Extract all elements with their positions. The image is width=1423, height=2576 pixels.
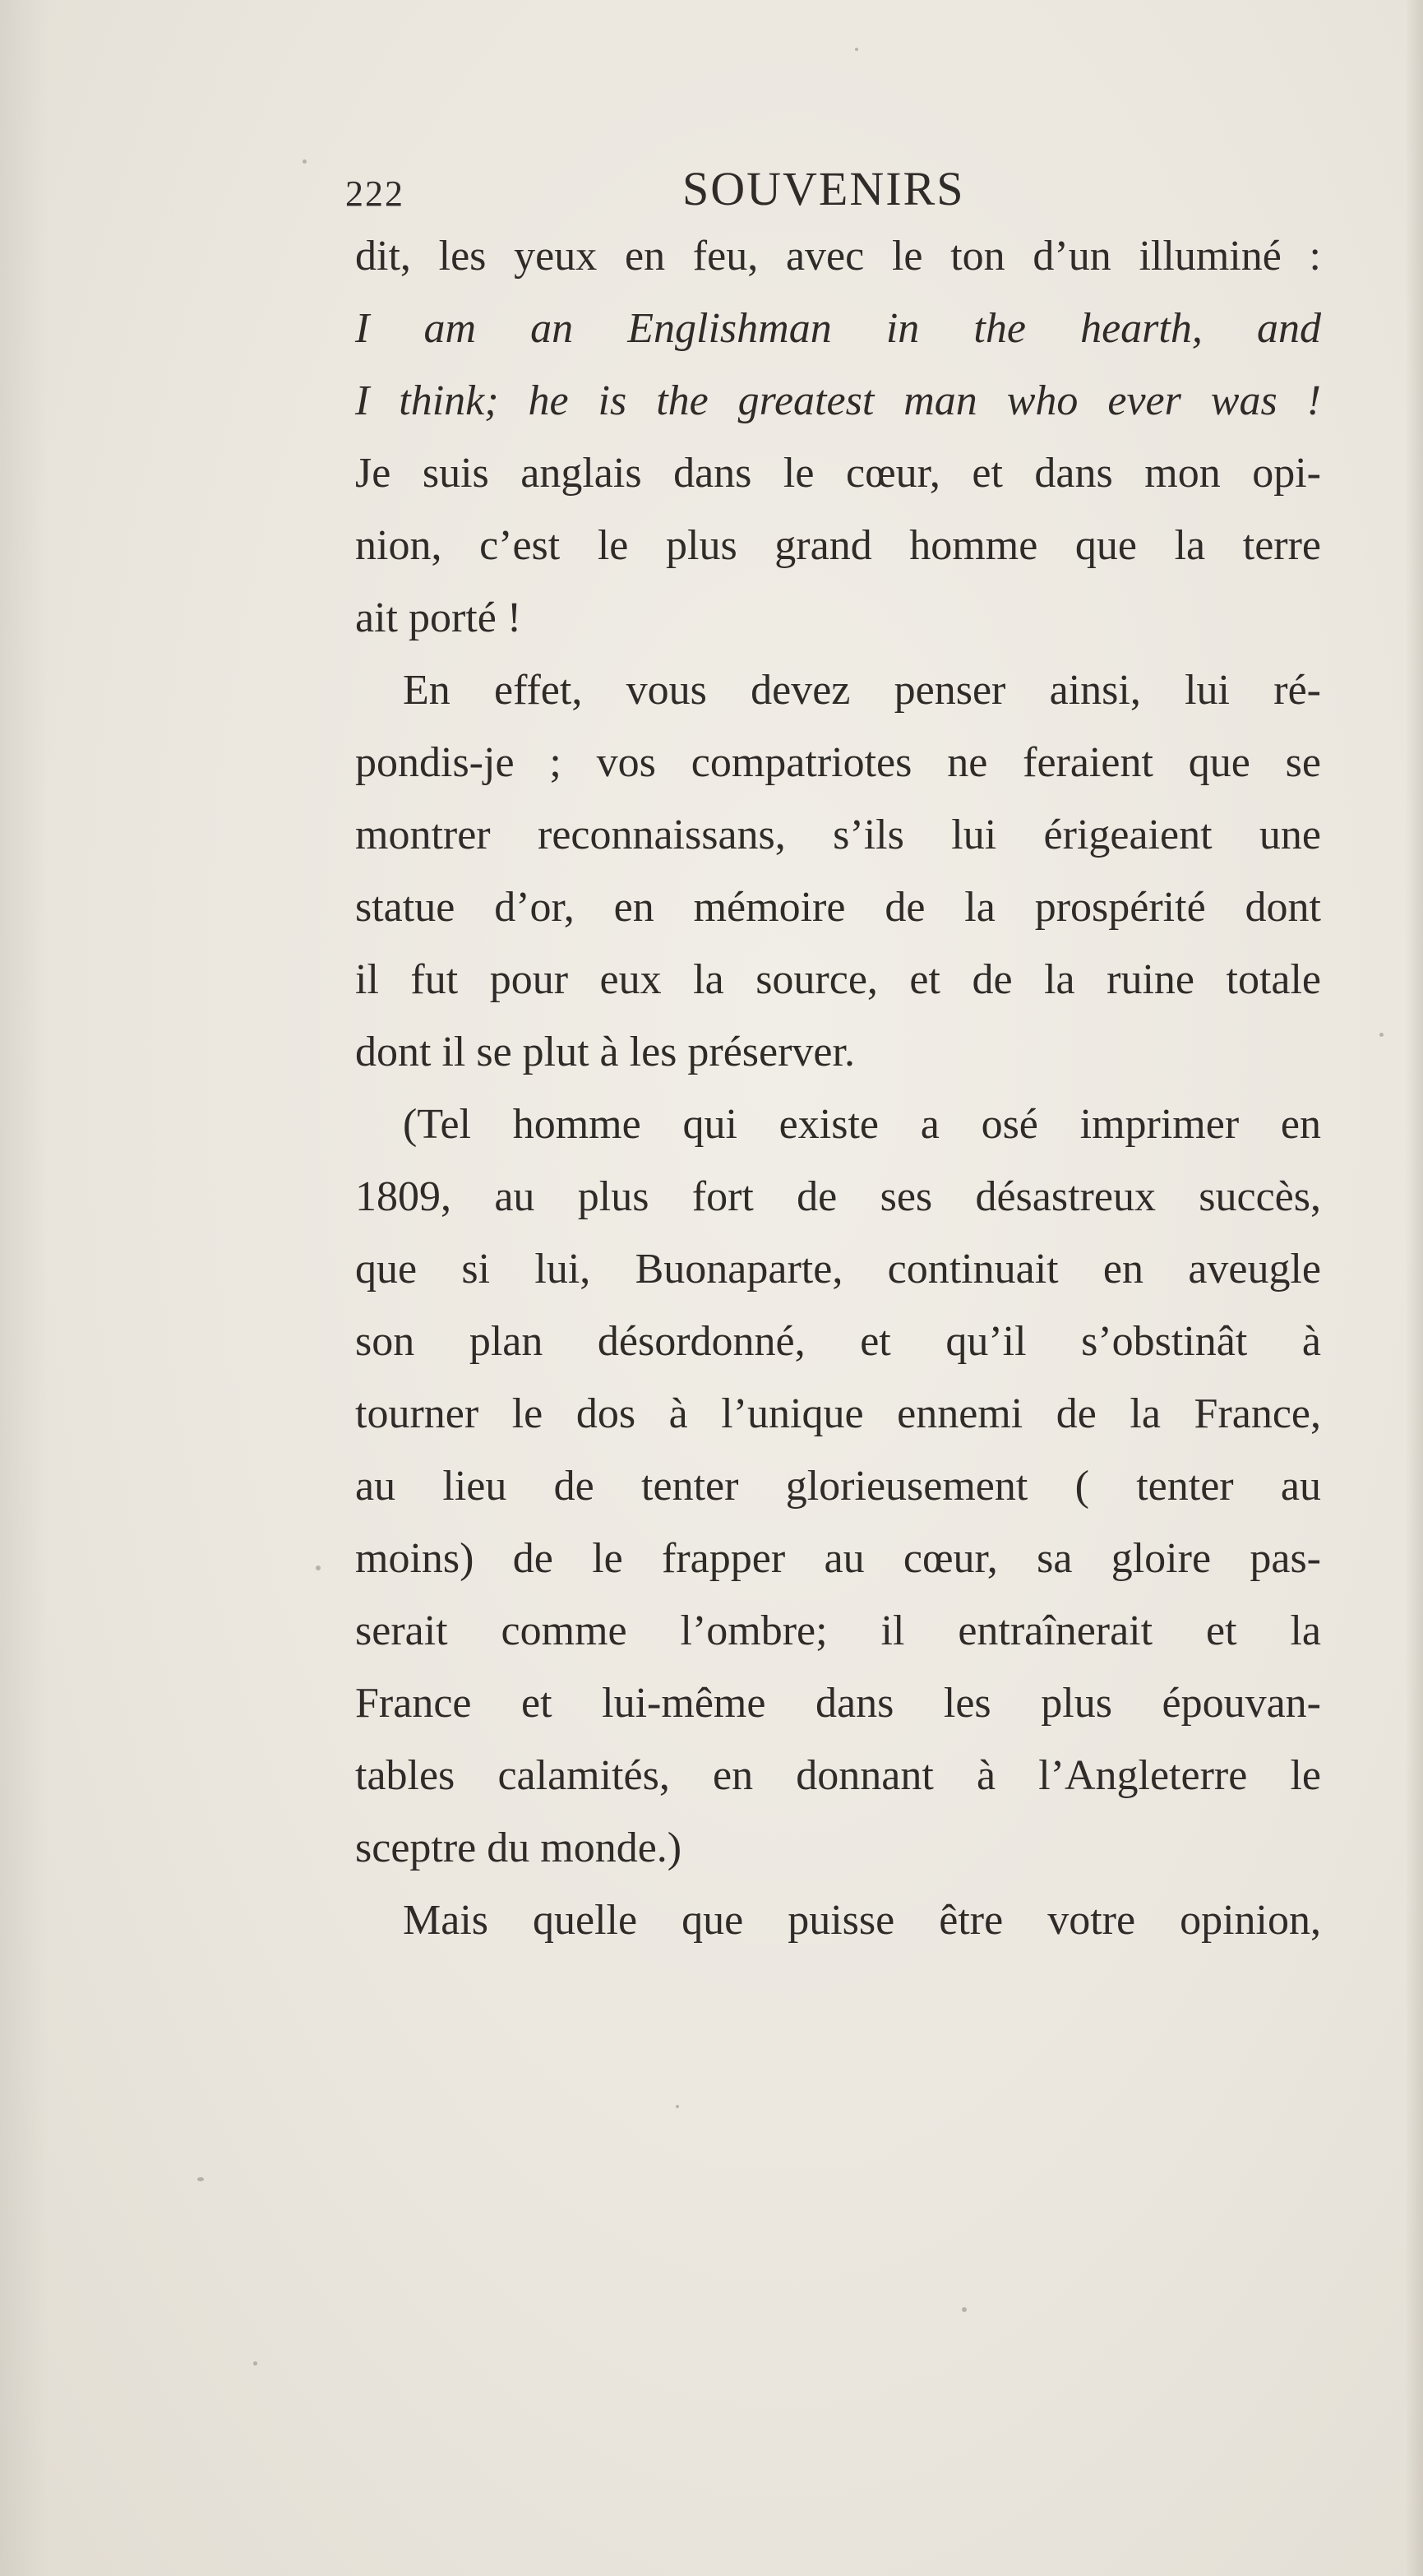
text-line: au lieu de tenter glorieusement ( tenter au xyxy=(355,1463,1321,1510)
text-line: I am an Englishman in the hearth, and xyxy=(355,305,1321,352)
text-line: statue d’or, en mémoire de la prospérité dont xyxy=(355,884,1321,931)
text-line: 1809, au plus fort de ses désastreux succès, xyxy=(355,1173,1321,1220)
text-line: Je suis anglais dans le cœur, et dans mon opi- xyxy=(355,450,1321,497)
text-line: montrer reconnaissans, s’ils lui érigeaient une xyxy=(355,812,1321,858)
body-text xyxy=(355,220,1321,1957)
text-line: France et lui-même dans les plus épouvan- xyxy=(355,1680,1321,1727)
text-line: serait comme l’ombre; il entraînerait et la xyxy=(355,1607,1321,1654)
text-line: En effet, vous devez penser ainsi, lui ré- xyxy=(403,667,1321,714)
paper-speck xyxy=(962,2307,967,2312)
page-number: 222 xyxy=(345,173,404,214)
text-line: que si lui, Buonaparte, continuait en aveugle xyxy=(355,1246,1321,1293)
paper-speck xyxy=(855,48,858,51)
paper-speck xyxy=(676,2105,679,2108)
text-line: tables calamités, en donnant à l’Angleterre le xyxy=(355,1752,1321,1799)
text-line: moins) de le frapper au cœur, sa gloire pas- xyxy=(355,1535,1321,1582)
text-line: sceptre du monde.) xyxy=(355,1824,682,1871)
text-line: son plan désordonné, et qu’il s’obstinât à xyxy=(355,1318,1321,1365)
paper-speck xyxy=(316,1565,321,1570)
spine-shadow xyxy=(0,0,49,2576)
text-line: pondis-je ; vos compatriotes ne feraient que se xyxy=(355,739,1321,786)
text-line: tourner le dos à l’unique ennemi de la France, xyxy=(355,1390,1321,1437)
text-line: il fut pour eux la source, et de la ruine totale xyxy=(355,956,1321,1003)
text-line: dit, les yeux en feu, avec le ton d’un illuminé : xyxy=(355,233,1321,280)
text-line: I think; he is the greatest man who ever was ! xyxy=(355,377,1321,424)
text-line: nion, c’est le plus grand homme que la terre xyxy=(355,522,1321,569)
page-header xyxy=(345,161,1324,219)
text-line: (Tel homme qui existe a osé imprimer en xyxy=(403,1101,1321,1148)
paper-speck xyxy=(303,160,307,164)
text-line: Mais quelle que puisse être votre opinion, xyxy=(403,1897,1321,1944)
page-edge xyxy=(1405,0,1423,2576)
paper-speck xyxy=(197,2177,204,2181)
running-title: SOUVENIRS xyxy=(682,162,965,215)
text-line: ait porté ! xyxy=(355,594,522,641)
paper-speck xyxy=(253,2361,257,2366)
paper-speck xyxy=(1379,1033,1384,1037)
text-line: dont il se plut à les préserver. xyxy=(355,1029,855,1075)
